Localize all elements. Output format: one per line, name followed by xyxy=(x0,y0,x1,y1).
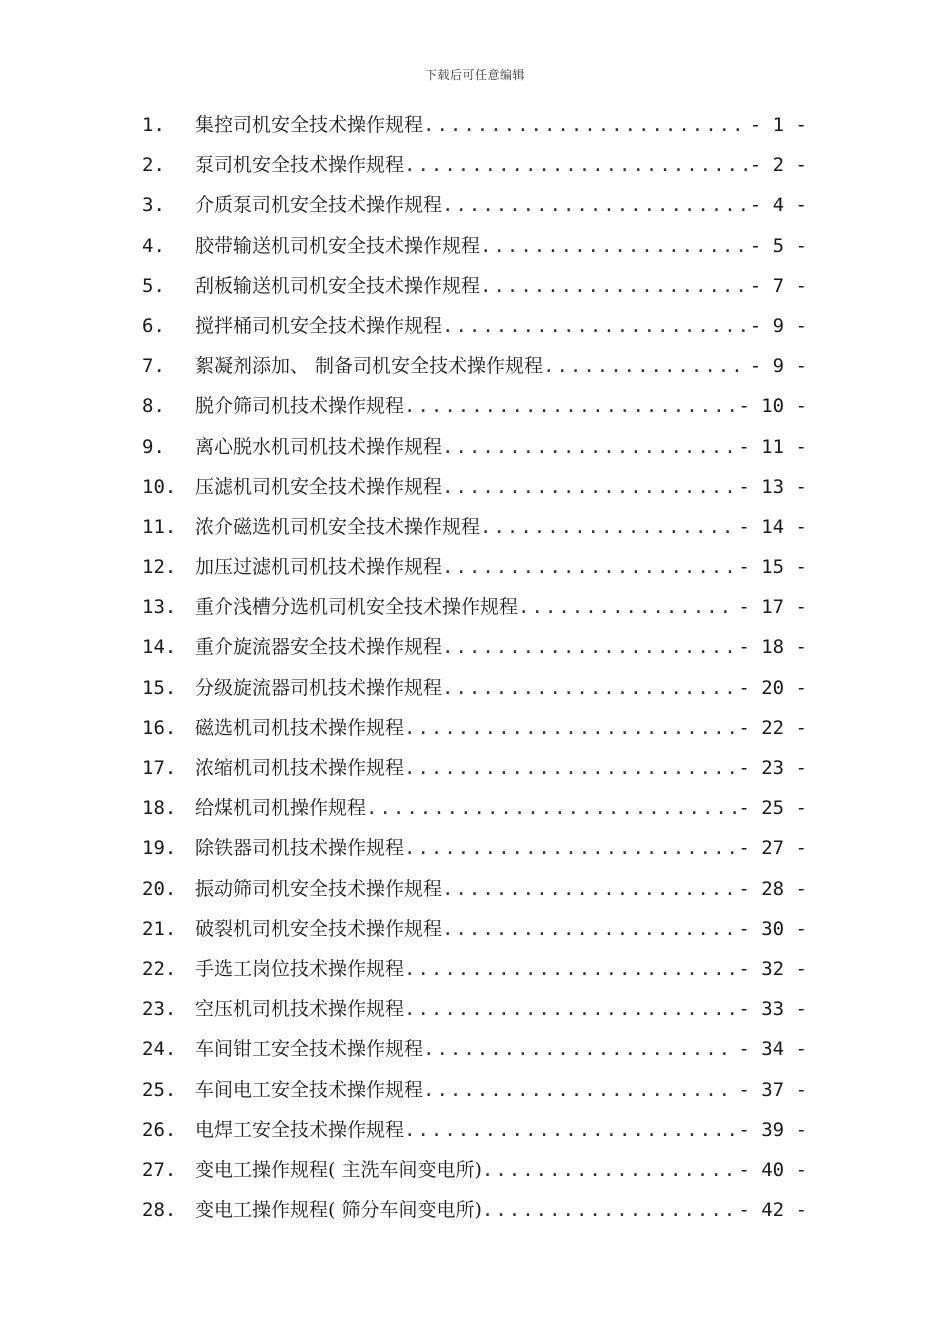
toc-title[interactable]: 压滤机司机安全技术操作规程 xyxy=(195,475,443,498)
toc-title[interactable]: 车间钳工安全技术操作规程 xyxy=(195,1038,424,1061)
toc-number: 11. xyxy=(142,515,177,538)
toc-leader-dots xyxy=(442,627,736,667)
toc-number: 21. xyxy=(142,917,177,940)
toc-leader-dots xyxy=(404,386,736,426)
toc-entry-6[interactable] xyxy=(0,306,950,346)
toc-entry-7[interactable] xyxy=(0,346,950,386)
toc-number: 23. xyxy=(142,998,177,1021)
toc-number: 13. xyxy=(142,596,177,619)
toc-number: 15. xyxy=(142,676,177,699)
toc-line xyxy=(195,909,807,949)
toc-number: 2. xyxy=(142,154,165,177)
toc-title[interactable]: 重介旋流器安全技术操作规程 xyxy=(195,636,443,659)
toc-number: 9. xyxy=(142,435,165,458)
toc-leader-dots xyxy=(442,668,736,708)
toc-number: 22. xyxy=(142,957,177,980)
toc-number: 25. xyxy=(142,1078,177,1101)
toc-line xyxy=(195,386,807,426)
toc-title[interactable]: 胶带输送机司机安全技术操作规程 xyxy=(195,234,481,257)
toc-line xyxy=(195,1150,807,1190)
toc-leader-dots xyxy=(404,828,736,868)
toc-leader-dots xyxy=(482,1190,736,1230)
toc-title[interactable]: 空压机司机技术操作规程 xyxy=(195,998,405,1021)
toc-number: 27. xyxy=(142,1158,177,1181)
toc-title[interactable]: 分级旋流器司机技术操作规程 xyxy=(195,676,443,699)
toc-page-number: - 23 - xyxy=(738,757,807,779)
toc-line xyxy=(195,185,807,225)
toc-leader-dots xyxy=(404,748,736,788)
toc-leader-dots xyxy=(404,989,736,1029)
toc-page-number: - 33 - xyxy=(738,998,807,1021)
toc-title[interactable]: 介质泵司机安全技术操作规程 xyxy=(195,194,443,217)
toc-page-number: - 13 - xyxy=(738,475,807,498)
toc-entry-17[interactable] xyxy=(0,748,950,788)
toc-entry-28[interactable] xyxy=(0,1190,950,1230)
toc-leader-dots xyxy=(366,788,736,828)
toc-page-number: - 30 - xyxy=(738,917,807,940)
toc-number: 3. xyxy=(142,194,165,217)
toc-leader-dots xyxy=(442,185,748,225)
toc-line xyxy=(195,869,807,909)
toc-line xyxy=(195,748,807,788)
toc-line xyxy=(195,788,807,828)
toc-entry-15[interactable] xyxy=(0,668,950,708)
toc-title[interactable]: 破裂机司机安全技术操作规程 xyxy=(195,917,443,940)
toc-number: 12. xyxy=(142,556,177,579)
toc-leader-dots xyxy=(543,346,748,386)
toc-page-number: - 42 - xyxy=(738,1199,807,1222)
toc-entry-23[interactable] xyxy=(0,989,950,1029)
toc-entry-5[interactable] xyxy=(0,266,950,306)
toc-leader-dots xyxy=(442,869,736,909)
toc-number: 28. xyxy=(142,1199,177,1222)
toc-page-number: - 39 - xyxy=(738,1118,807,1141)
toc-leader-dots xyxy=(482,1150,736,1190)
toc-line xyxy=(195,989,807,1029)
toc-title[interactable]: 手选工岗位技术操作规程 xyxy=(195,957,405,980)
toc-entry-3[interactable] xyxy=(0,185,950,225)
toc-number: 4. xyxy=(142,234,165,257)
toc-leader-dots xyxy=(442,306,748,346)
toc-page-number: - 28 - xyxy=(738,877,807,900)
toc-page-number: - 20 - xyxy=(738,676,807,699)
toc-entry-26[interactable] xyxy=(0,1110,950,1150)
toc-line xyxy=(195,105,807,145)
toc-number: 5. xyxy=(142,274,165,297)
toc-leader-dots xyxy=(480,507,736,547)
toc-line xyxy=(195,1110,807,1150)
toc-line xyxy=(195,828,807,868)
toc-page-number: - 40 - xyxy=(738,1158,807,1181)
toc-title[interactable]: 变电工操作规程( 主洗车间变电所) xyxy=(195,1158,482,1181)
toc-line xyxy=(195,346,807,386)
toc-title[interactable]: 变电工操作规程( 筛分车间变电所) xyxy=(195,1199,482,1222)
toc-leader-dots xyxy=(480,226,748,266)
toc-entry-12[interactable] xyxy=(0,547,950,587)
toc-page-number: - 18 - xyxy=(738,636,807,659)
toc-entry-11[interactable] xyxy=(0,507,950,547)
toc-title[interactable]: 搅拌桶司机安全技术操作规程 xyxy=(195,314,443,337)
toc-leader-dots xyxy=(480,266,748,306)
toc-title[interactable]: 集控司机安全技术操作规程 xyxy=(195,114,424,136)
toc-title[interactable]: 刮板输送机司机安全技术操作规程 xyxy=(195,274,481,297)
toc-entry-21[interactable] xyxy=(0,909,950,949)
toc-entry-25[interactable] xyxy=(0,1070,950,1110)
toc-number: 14. xyxy=(142,636,177,659)
toc-page-number: - 10 - xyxy=(738,395,807,418)
toc-title[interactable]: 离心脱水机司机技术操作规程 xyxy=(195,435,443,458)
toc-line xyxy=(195,266,807,306)
toc-page-number: - 37 - xyxy=(738,1078,807,1101)
toc-page-number: - 15 - xyxy=(738,556,807,579)
toc-entry-16[interactable] xyxy=(0,708,950,748)
toc-line xyxy=(195,587,807,627)
toc-leader-dots xyxy=(404,145,748,185)
toc-title[interactable]: 脱介筛司机技术操作规程 xyxy=(195,395,405,418)
toc-entry-10[interactable] xyxy=(0,467,950,507)
toc-page-number: - 27 - xyxy=(738,837,807,860)
toc-page-number: - 11 - xyxy=(738,435,807,458)
toc-leader-dots xyxy=(404,1110,736,1150)
toc-line xyxy=(195,507,807,547)
toc-line xyxy=(195,708,807,748)
toc-number: 20. xyxy=(142,877,177,900)
toc-title[interactable]: 加压过滤机司机技术操作规程 xyxy=(195,556,443,579)
toc-page-number: - 34 - xyxy=(738,1038,807,1061)
toc-title[interactable]: 给煤机司机操作规程 xyxy=(195,797,367,820)
toc-title[interactable]: 车间电工安全技术操作规程 xyxy=(195,1078,424,1101)
toc-number: 17. xyxy=(142,757,177,779)
toc-line xyxy=(195,1029,807,1069)
toc-entry-8[interactable] xyxy=(0,386,950,426)
toc-line xyxy=(195,1070,807,1110)
toc-leader-dots xyxy=(423,1029,736,1069)
toc-entry-13[interactable] xyxy=(0,587,950,627)
toc-title[interactable]: 磁选机司机技术操作规程 xyxy=(195,716,405,739)
toc-page-number: - 22 - xyxy=(738,716,807,739)
toc-leader-dots xyxy=(404,708,736,748)
toc-leader-dots xyxy=(442,909,736,949)
toc-number: 19. xyxy=(142,837,177,860)
toc-page-number: - 2 - xyxy=(749,154,807,177)
toc-entry-19[interactable] xyxy=(0,828,950,868)
toc-number: 18. xyxy=(142,797,177,820)
toc-entry-18[interactable] xyxy=(0,788,950,828)
toc-entry-4[interactable] xyxy=(0,226,950,266)
toc-number: 16. xyxy=(142,716,177,739)
toc-line xyxy=(195,306,807,346)
toc-leader-dots xyxy=(442,427,736,467)
toc-entry-1[interactable] xyxy=(0,105,950,145)
toc-title[interactable]: 絮凝剂添加、 制备司机安全技术操作规程 xyxy=(195,355,544,378)
toc-leader-dots xyxy=(518,587,736,627)
toc-number: 6. xyxy=(142,314,165,337)
toc-leader-dots xyxy=(423,105,748,145)
toc-line xyxy=(195,1190,807,1230)
toc-page-number: - 4 - xyxy=(749,194,807,217)
toc-title[interactable]: 浓缩机司机技术操作规程 xyxy=(195,757,405,779)
toc-leader-dots xyxy=(423,1070,736,1110)
toc-number: 7. xyxy=(142,355,165,378)
toc-number: 24. xyxy=(142,1038,177,1061)
toc-leader-dots xyxy=(442,547,736,587)
toc-entry-20[interactable] xyxy=(0,869,950,909)
toc-number: 26. xyxy=(142,1118,177,1141)
toc-page-number: - 9 - xyxy=(749,314,807,337)
toc-line xyxy=(195,226,807,266)
toc-entry-2[interactable] xyxy=(0,145,950,185)
toc-line xyxy=(195,145,807,185)
toc-line xyxy=(195,467,807,507)
toc-title[interactable]: 重介浅槽分选机司机安全技术操作规程 xyxy=(195,596,519,619)
toc-number: 10. xyxy=(142,475,177,498)
toc-title[interactable]: 除铁器司机技术操作规程 xyxy=(195,837,405,860)
toc-line xyxy=(195,627,807,667)
toc-title[interactable]: 电焊工安全技术操作规程 xyxy=(195,1118,405,1141)
toc-page-number: - 32 - xyxy=(738,957,807,980)
toc-entry-24[interactable] xyxy=(0,1029,950,1069)
toc-page-number: - 7 - xyxy=(749,274,807,297)
toc-entry-27[interactable] xyxy=(0,1150,950,1190)
toc-entry-14[interactable] xyxy=(0,627,950,667)
toc-leader-dots xyxy=(442,467,736,507)
toc-title[interactable]: 振动筛司机安全技术操作规程 xyxy=(195,877,443,900)
toc-page-number: - 17 - xyxy=(738,596,807,619)
toc-title[interactable]: 泵司机安全技术操作规程 xyxy=(195,154,405,177)
table-of-contents xyxy=(0,105,950,1230)
toc-page-number: - 1 - xyxy=(749,114,807,136)
toc-title[interactable]: 浓介磁选机司机安全技术操作规程 xyxy=(195,515,481,538)
toc-entry-9[interactable] xyxy=(0,427,950,467)
toc-number: 8. xyxy=(142,395,165,418)
toc-page-number: - 25 - xyxy=(738,797,807,820)
toc-page-number: - 5 - xyxy=(749,234,807,257)
page-header: 下载后可任意编辑 xyxy=(424,68,525,82)
toc-page-number: - 14 - xyxy=(738,515,807,538)
toc-line xyxy=(195,668,807,708)
toc-entry-22[interactable] xyxy=(0,949,950,989)
toc-number: 1. xyxy=(142,114,165,136)
toc-line xyxy=(195,427,807,467)
toc-line xyxy=(195,547,807,587)
toc-line xyxy=(195,949,807,989)
toc-leader-dots xyxy=(404,949,736,989)
toc-page-number: - 9 - xyxy=(749,355,807,378)
